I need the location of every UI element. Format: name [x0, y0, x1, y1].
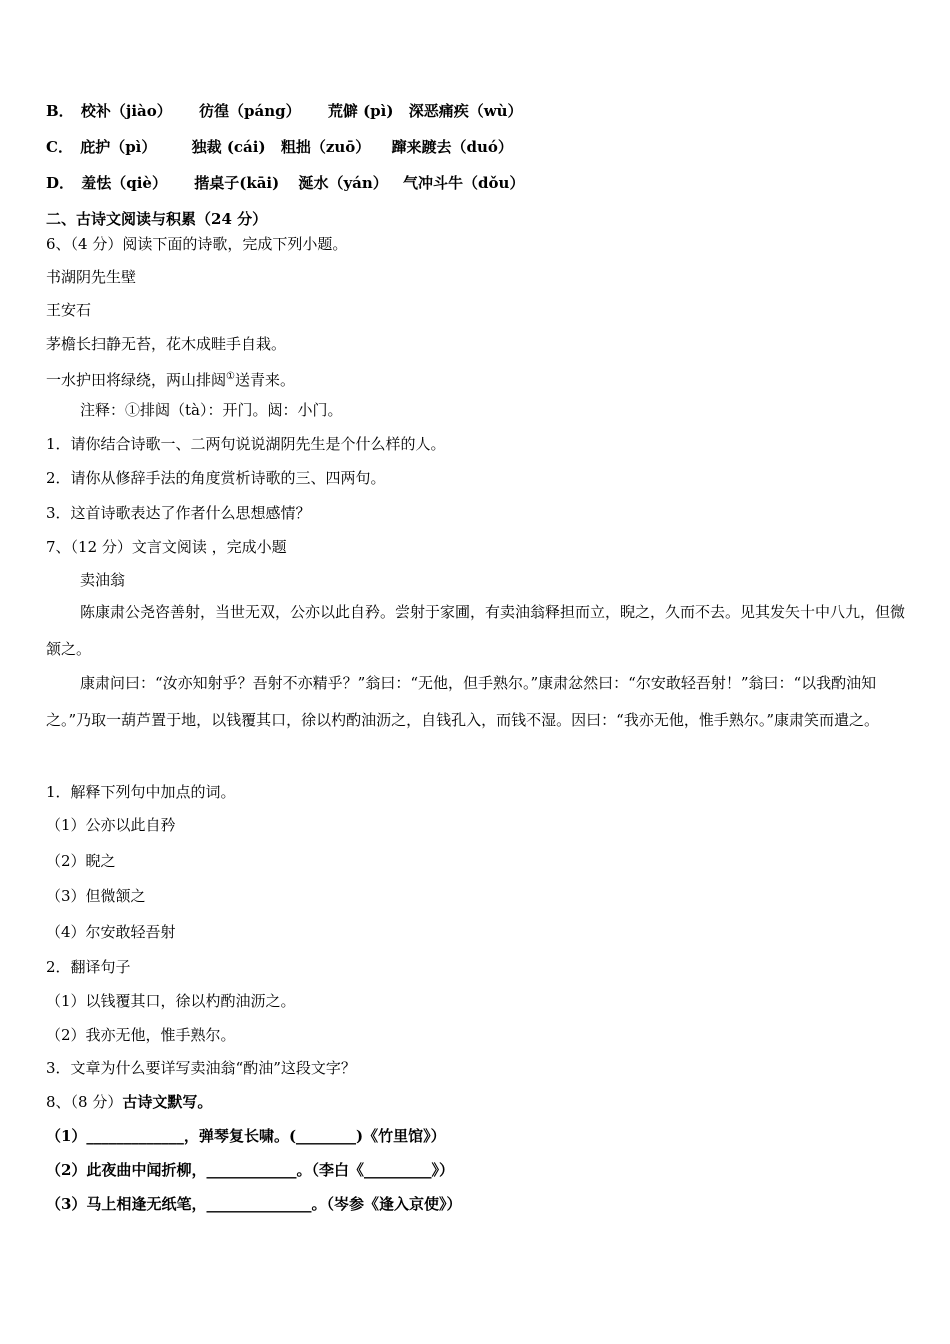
q7-header: 7、（12 分）文言文阅读 ，完成小题: [46, 538, 287, 556]
option-b-label: B．: [46, 102, 74, 120]
q6-poem-line-2-a: 一水护田将绿绕，两山排闼: [46, 371, 227, 389]
q7-subq-1a: （1）公亦以此自矜: [46, 816, 176, 834]
option-d-item-1: 羞怯（qiè）: [81, 174, 167, 192]
q8-line-3: （3）马上相逢无纸笔，______________。（岑参《逢入京使》）: [46, 1195, 462, 1213]
q8-line-1: （1）_____________，弹琴复长啸。(________)《竹里馆》）: [46, 1127, 446, 1145]
q7-subq-1d: （4）尔安敢轻吾射: [46, 923, 176, 941]
q6-header: 6、（4 分）阅读下面的诗歌，完成下列小题。: [46, 235, 348, 253]
section-2-title: 二、古诗文阅读与积累（24 分）: [46, 210, 268, 228]
q6-annotation: 注释：①排闼（tà）：开门。闼：小门。: [80, 401, 343, 419]
q6-subq-2: 2．请你从修辞手法的角度赏析诗歌的三、四两句。: [46, 469, 386, 487]
q7-title: 卖油翁: [80, 571, 126, 589]
option-b-item-2: 彷徨（páng）: [199, 102, 301, 120]
q6-subq-3: 3．这首诗歌表达了作者什么思想感情？: [46, 504, 311, 522]
q8-header: [46, 1092, 212, 1112]
q7-paragraph-2: 康肃问曰：“汝亦知射乎？吾射不亦精乎？”翁曰：“无他，但手熟尔。”康肃忿然曰：“尔安敢轻吾射！”翁曰：“以我酌油知之。”乃取一葫芦置于地，以钱覆其口，徐以杓酌油沥之，自钱孔入，而钱不湿。因曰：“我亦无他，惟手熟尔。”康肃笑而遣之。: [46, 674, 880, 729]
q7-subq-1: 1．解释下列句中加点的词。: [46, 783, 236, 801]
q8-header-title: 古诗文默写。: [122, 1093, 213, 1111]
option-c-item-2: 独裁 (cái): [191, 138, 266, 156]
option-c-item-3: 粗拙（zuō）: [280, 138, 371, 156]
q7-paragraph-1: 陈康肃公尧咨善射，当世无双，公亦以此自矜。尝射于家圃，有卖油翁释担而立，睨之，久而不去。见其发矢十中八九，但微颔之。: [46, 603, 906, 658]
q8-header-score: 8、（8 分）: [46, 1093, 123, 1111]
q7-subq-2a: （1）以钱覆其口，徐以杓酌油沥之。: [46, 992, 296, 1010]
option-b-item-3: 荒僻 (pì): [327, 102, 394, 120]
option-b-item-1: 校补（jiào）: [80, 102, 172, 120]
option-c-item-4: 蹿来踱去（duó）: [391, 138, 513, 156]
option-d-item-4: 气冲斗牛（dǒu）: [403, 174, 525, 192]
q6-poem-line-2: [46, 367, 295, 390]
q6-poem-line-2-b: 送青来。: [234, 371, 295, 389]
q8-line-2: （2）此夜曲中闻折柳，____________。（李白《_________》）: [46, 1161, 454, 1179]
option-c-label: C．: [46, 138, 73, 156]
q6-author: 王安石: [46, 301, 92, 319]
option-c-item-1: 庇护（pì）: [80, 138, 157, 156]
q7-subq-2b: （2）我亦无他，惟手熟尔。: [46, 1026, 236, 1044]
option-b-item-4: 深恶痛疾（wù）: [408, 102, 523, 120]
q7-subq-1b: （2）睨之: [46, 852, 116, 870]
q6-subq-1: 1．请你结合诗歌一、二两句说说湖阴先生是个什么样的人。: [46, 435, 446, 453]
option-d-item-3: 涎水（yán）: [298, 174, 388, 192]
q6-poem-title: 书湖阴先生壁: [46, 268, 137, 286]
option-d-label: D．: [46, 174, 75, 192]
q6-footnote-mark: ①: [226, 371, 235, 382]
q7-subq-2: 2．翻译句子: [46, 958, 131, 976]
q7-subq-1c: （3）但微颔之: [46, 887, 146, 905]
option-d-item-2: 揩桌子(kāi): [194, 174, 280, 192]
option-b: [46, 101, 523, 121]
q7-subq-3: 3．文章为什么要详写卖油翁“酌油”这段文字？: [46, 1059, 356, 1077]
option-c: [46, 137, 513, 157]
option-d: [46, 173, 524, 193]
q6-poem-line-1: 茅檐长扫静无苔，花木成畦手自栽。: [46, 335, 287, 353]
